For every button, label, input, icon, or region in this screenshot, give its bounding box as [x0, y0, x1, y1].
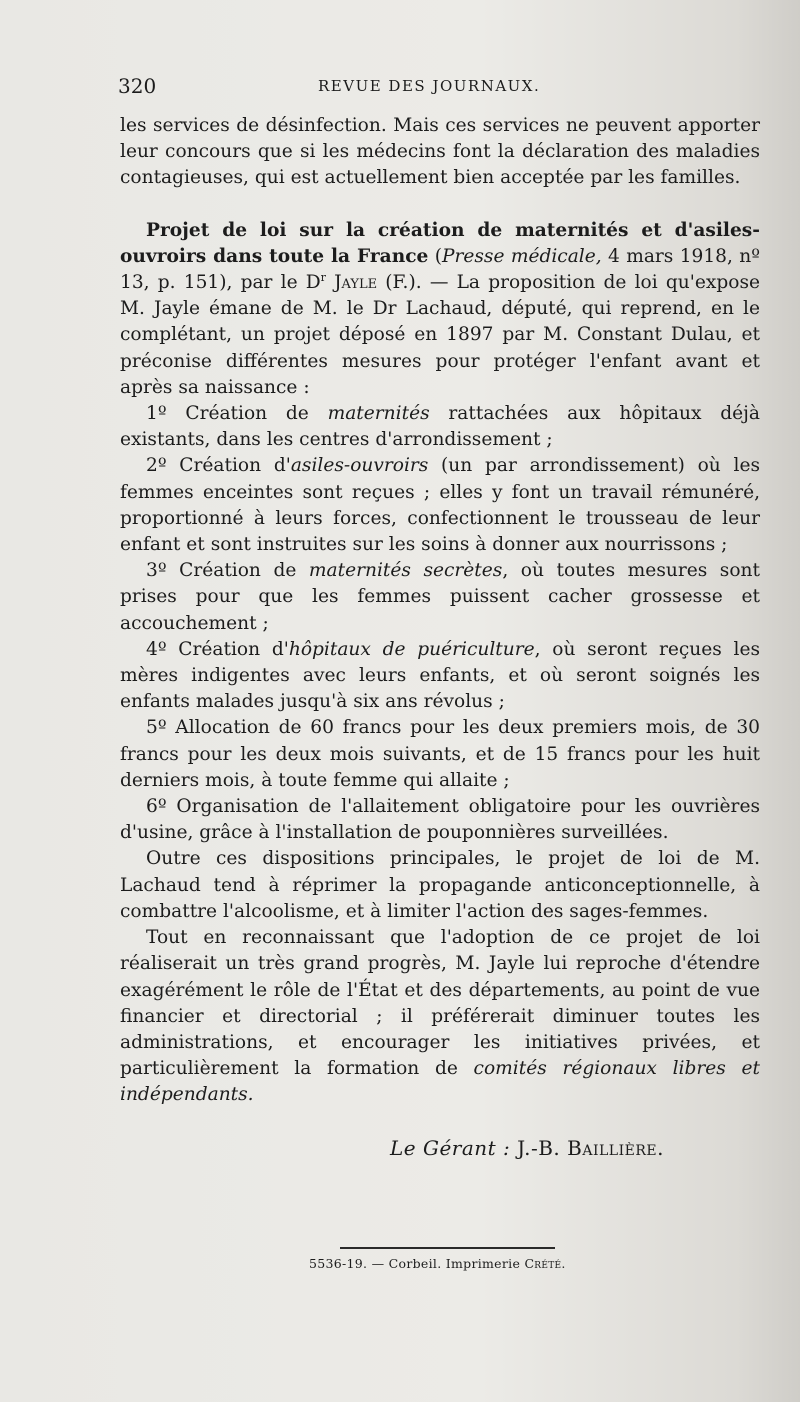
item3-post: , où toutes mesures sont prises pour que les femmes puissent cacher grossesse et accouchement ;: [120, 560, 760, 634]
paragraph-outre: Outre ces dispositions principales, le projet de loi de M. Lachaud tend à réprimer la propagande anticonceptionnelle, à combattre l'alcoolisme, et à limiter l'action des sages-femmes.: [120, 848, 760, 922]
article-body: [120, 113, 760, 1109]
paragraph-disinfection: les services de désinfection. Mais ces services ne peuvent apporter leur concours que si les médecins font la déclaration des maladies contagieuses, qui est actuellement bien acceptée par les familles.: [120, 115, 760, 189]
ref-details: 4 mars 1918, nº 13, p. 151), par le D: [120, 245, 760, 294]
page-header: [118, 74, 758, 104]
list-item-3: [120, 558, 760, 637]
intro-text: — La proposition de loi qu'expose M. Jayle émane de M. le Dr Lachaud, député, qui reprend, en le complétant, un projet déposé en 1897 par M. Constant Dulau, et préconise différentes mesures pour protéger l'enfant avant et après sa naissance :: [120, 272, 760, 398]
article-title: Projet de loi sur la création de maternités et d'asiles-ouvroirs dans toute la France: [120, 219, 760, 267]
paragraph-tout: [120, 925, 760, 1108]
item4-em: hôpitaux de puériculture: [288, 638, 535, 660]
item2-em: asiles-ouvroirs: [290, 455, 429, 477]
tout-text: Tout en reconnaissant que l'adoption de ce projet de loi réaliserait un très grand progrès, M. Jayle lui reproche d'étendre exagérément le rôle de l'État et des départements, au point de vue financier et directorial ; il préférerait diminuer toutes les administrations, et encourager les initiatives privées, et particulièrement la formation de: [120, 927, 760, 1080]
item2-pre: 2º Création d': [146, 455, 291, 477]
imprint-printer: Crété.: [524, 1256, 566, 1271]
list-item-4: [120, 637, 760, 716]
item4-post: , où seront reçues les mères indigentes avec leurs enfants, et où seront soignés les enfants malades jusqu'à six ans révolus ;: [120, 638, 761, 713]
divider-rule: [340, 1247, 555, 1249]
ref-journal: Presse médicale,: [441, 245, 602, 267]
article-paragraph: [120, 218, 760, 401]
item1-post: rattachées aux hôpitaux déjà existants, dans les centres d'arrondissement ;: [120, 403, 760, 451]
tout-em: comités régionaux libres et indépendants.: [120, 1058, 760, 1106]
imprint-text: 5536-19. — Corbeil. Imprimerie: [309, 1256, 525, 1271]
ref-open: (: [428, 245, 442, 267]
signature-label: Le Gérant :: [390, 1136, 511, 1160]
item1-em: maternités: [327, 403, 430, 425]
list-item-5: 5º Allocation de 60 francs pour les deux premiers mois, de 30 francs pour les deux mois suivants, et de 15 francs pour les huit derniers mois, à toute femme qui allaite ;: [120, 717, 760, 791]
item1-pre: 1º Création de: [146, 403, 328, 425]
list-item-6: 6º Organisation de l'allaitement obligatoire pour les ouvrières d'usine, grâce à l'installation de pouponnières surveillées.: [120, 796, 760, 844]
ref-author-initial: (F.).: [377, 272, 422, 294]
running-title: REVUE DES JOURNAUX.: [318, 77, 541, 95]
list-item-2: [120, 453, 760, 558]
ref-dr-sup: r: [320, 270, 326, 284]
item4-pre: 4º Création d': [146, 638, 289, 660]
item2-post: (un par arrondissement) où les femmes enceintes sont reçues ; elles y font un travail rémunéré, proportionné à leurs forces, confectionnent le trousseau de leur enfant et sont instruites sur les soins à donner aux nourrissons ;: [120, 455, 761, 556]
list-item-1: [120, 401, 760, 453]
signature: [390, 1136, 664, 1160]
item3-em: maternités secrètes: [308, 560, 503, 582]
imprint-line: [309, 1256, 566, 1271]
page-number: 320: [118, 74, 157, 98]
signature-name: Baillière.: [567, 1136, 664, 1160]
item3-pre: 3º Création de: [146, 560, 309, 582]
ref-author: Jayle: [325, 272, 378, 294]
signature-initials: J.-B.: [510, 1136, 568, 1160]
